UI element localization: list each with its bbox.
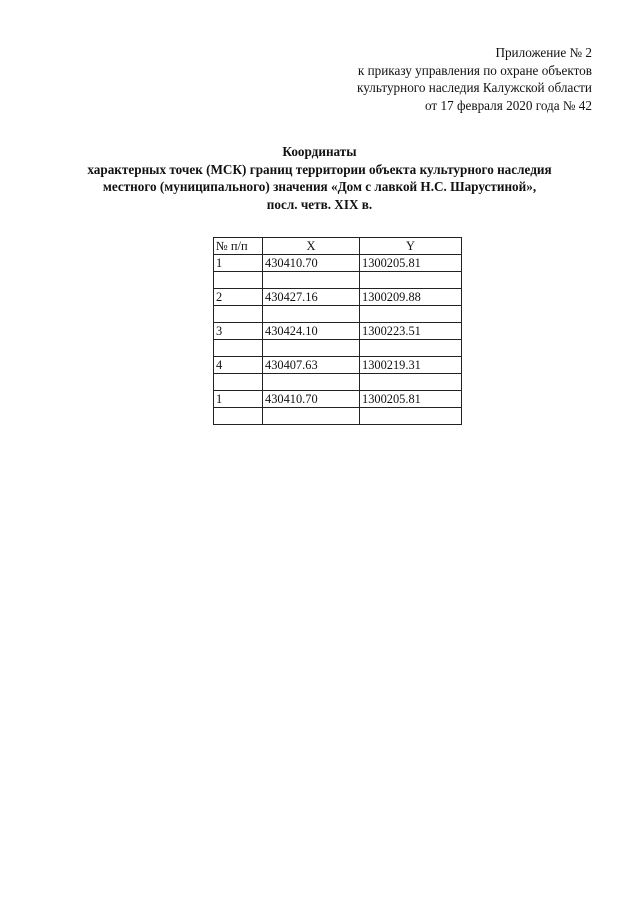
table-row <box>214 289 462 306</box>
cell-y: 1300223.51 <box>360 323 462 340</box>
cell-x: 430424.10 <box>263 323 360 340</box>
cell-y <box>360 306 462 323</box>
cell-x <box>263 340 360 357</box>
cell-y: 1300209.88 <box>360 289 462 306</box>
appendix-line: культурного наследия Калужской области <box>357 80 592 95</box>
cell-x: 430410.70 <box>263 391 360 408</box>
appendix-line: от 17 февраля 2020 года № 42 <box>425 97 592 113</box>
cell-x: 430407.63 <box>263 357 360 374</box>
cell-number <box>214 374 263 391</box>
cell-number <box>214 272 263 289</box>
coordinates-table <box>213 237 462 425</box>
table-row <box>214 340 462 357</box>
cell-x <box>263 306 360 323</box>
title-line: посл. четв. XIX в. <box>266 196 373 212</box>
cell-number: 1 <box>214 255 263 272</box>
cell-y: 1300205.81 <box>360 255 462 272</box>
table-row <box>214 306 462 323</box>
header-number: № п/п <box>214 238 263 255</box>
cell-number: 3 <box>214 323 263 340</box>
cell-y: 1300219.31 <box>360 357 462 374</box>
cell-number: 2 <box>214 289 263 306</box>
appendix-line: Приложение № 2 <box>495 45 592 60</box>
table-row <box>214 255 462 272</box>
cell-number: 1 <box>214 391 263 408</box>
table-row <box>214 272 462 289</box>
header-x: X <box>263 238 360 255</box>
cell-y <box>360 340 462 357</box>
cell-y <box>360 374 462 391</box>
header-y: Y <box>360 238 462 255</box>
title-line: местного (муниципального) значения «Дом с лавкой Н.С. Шарустиной», <box>102 179 537 195</box>
cell-number <box>214 340 263 357</box>
table-header-row <box>214 238 462 255</box>
cell-number: 4 <box>214 357 263 374</box>
title-line: Координаты <box>282 144 357 159</box>
cell-y <box>360 272 462 289</box>
cell-x: 430427.16 <box>263 289 360 306</box>
title-line: характерных точек (МСК) границ территории объекта культурного наследия <box>87 161 552 177</box>
cell-number <box>214 306 263 323</box>
cell-x <box>263 272 360 289</box>
table-row <box>214 323 462 340</box>
cell-x <box>263 408 360 425</box>
cell-y: 1300205.81 <box>360 391 462 408</box>
appendix-header <box>357 44 592 114</box>
appendix-line: к приказу управления по охране объектов <box>357 62 592 78</box>
table-row <box>214 391 462 408</box>
cell-x: 430410.70 <box>263 255 360 272</box>
cell-x <box>263 374 360 391</box>
cell-y <box>360 408 462 425</box>
table-row <box>214 374 462 391</box>
document-title <box>0 143 639 213</box>
table-row <box>214 357 462 374</box>
table-row <box>214 408 462 425</box>
cell-number <box>214 408 263 425</box>
